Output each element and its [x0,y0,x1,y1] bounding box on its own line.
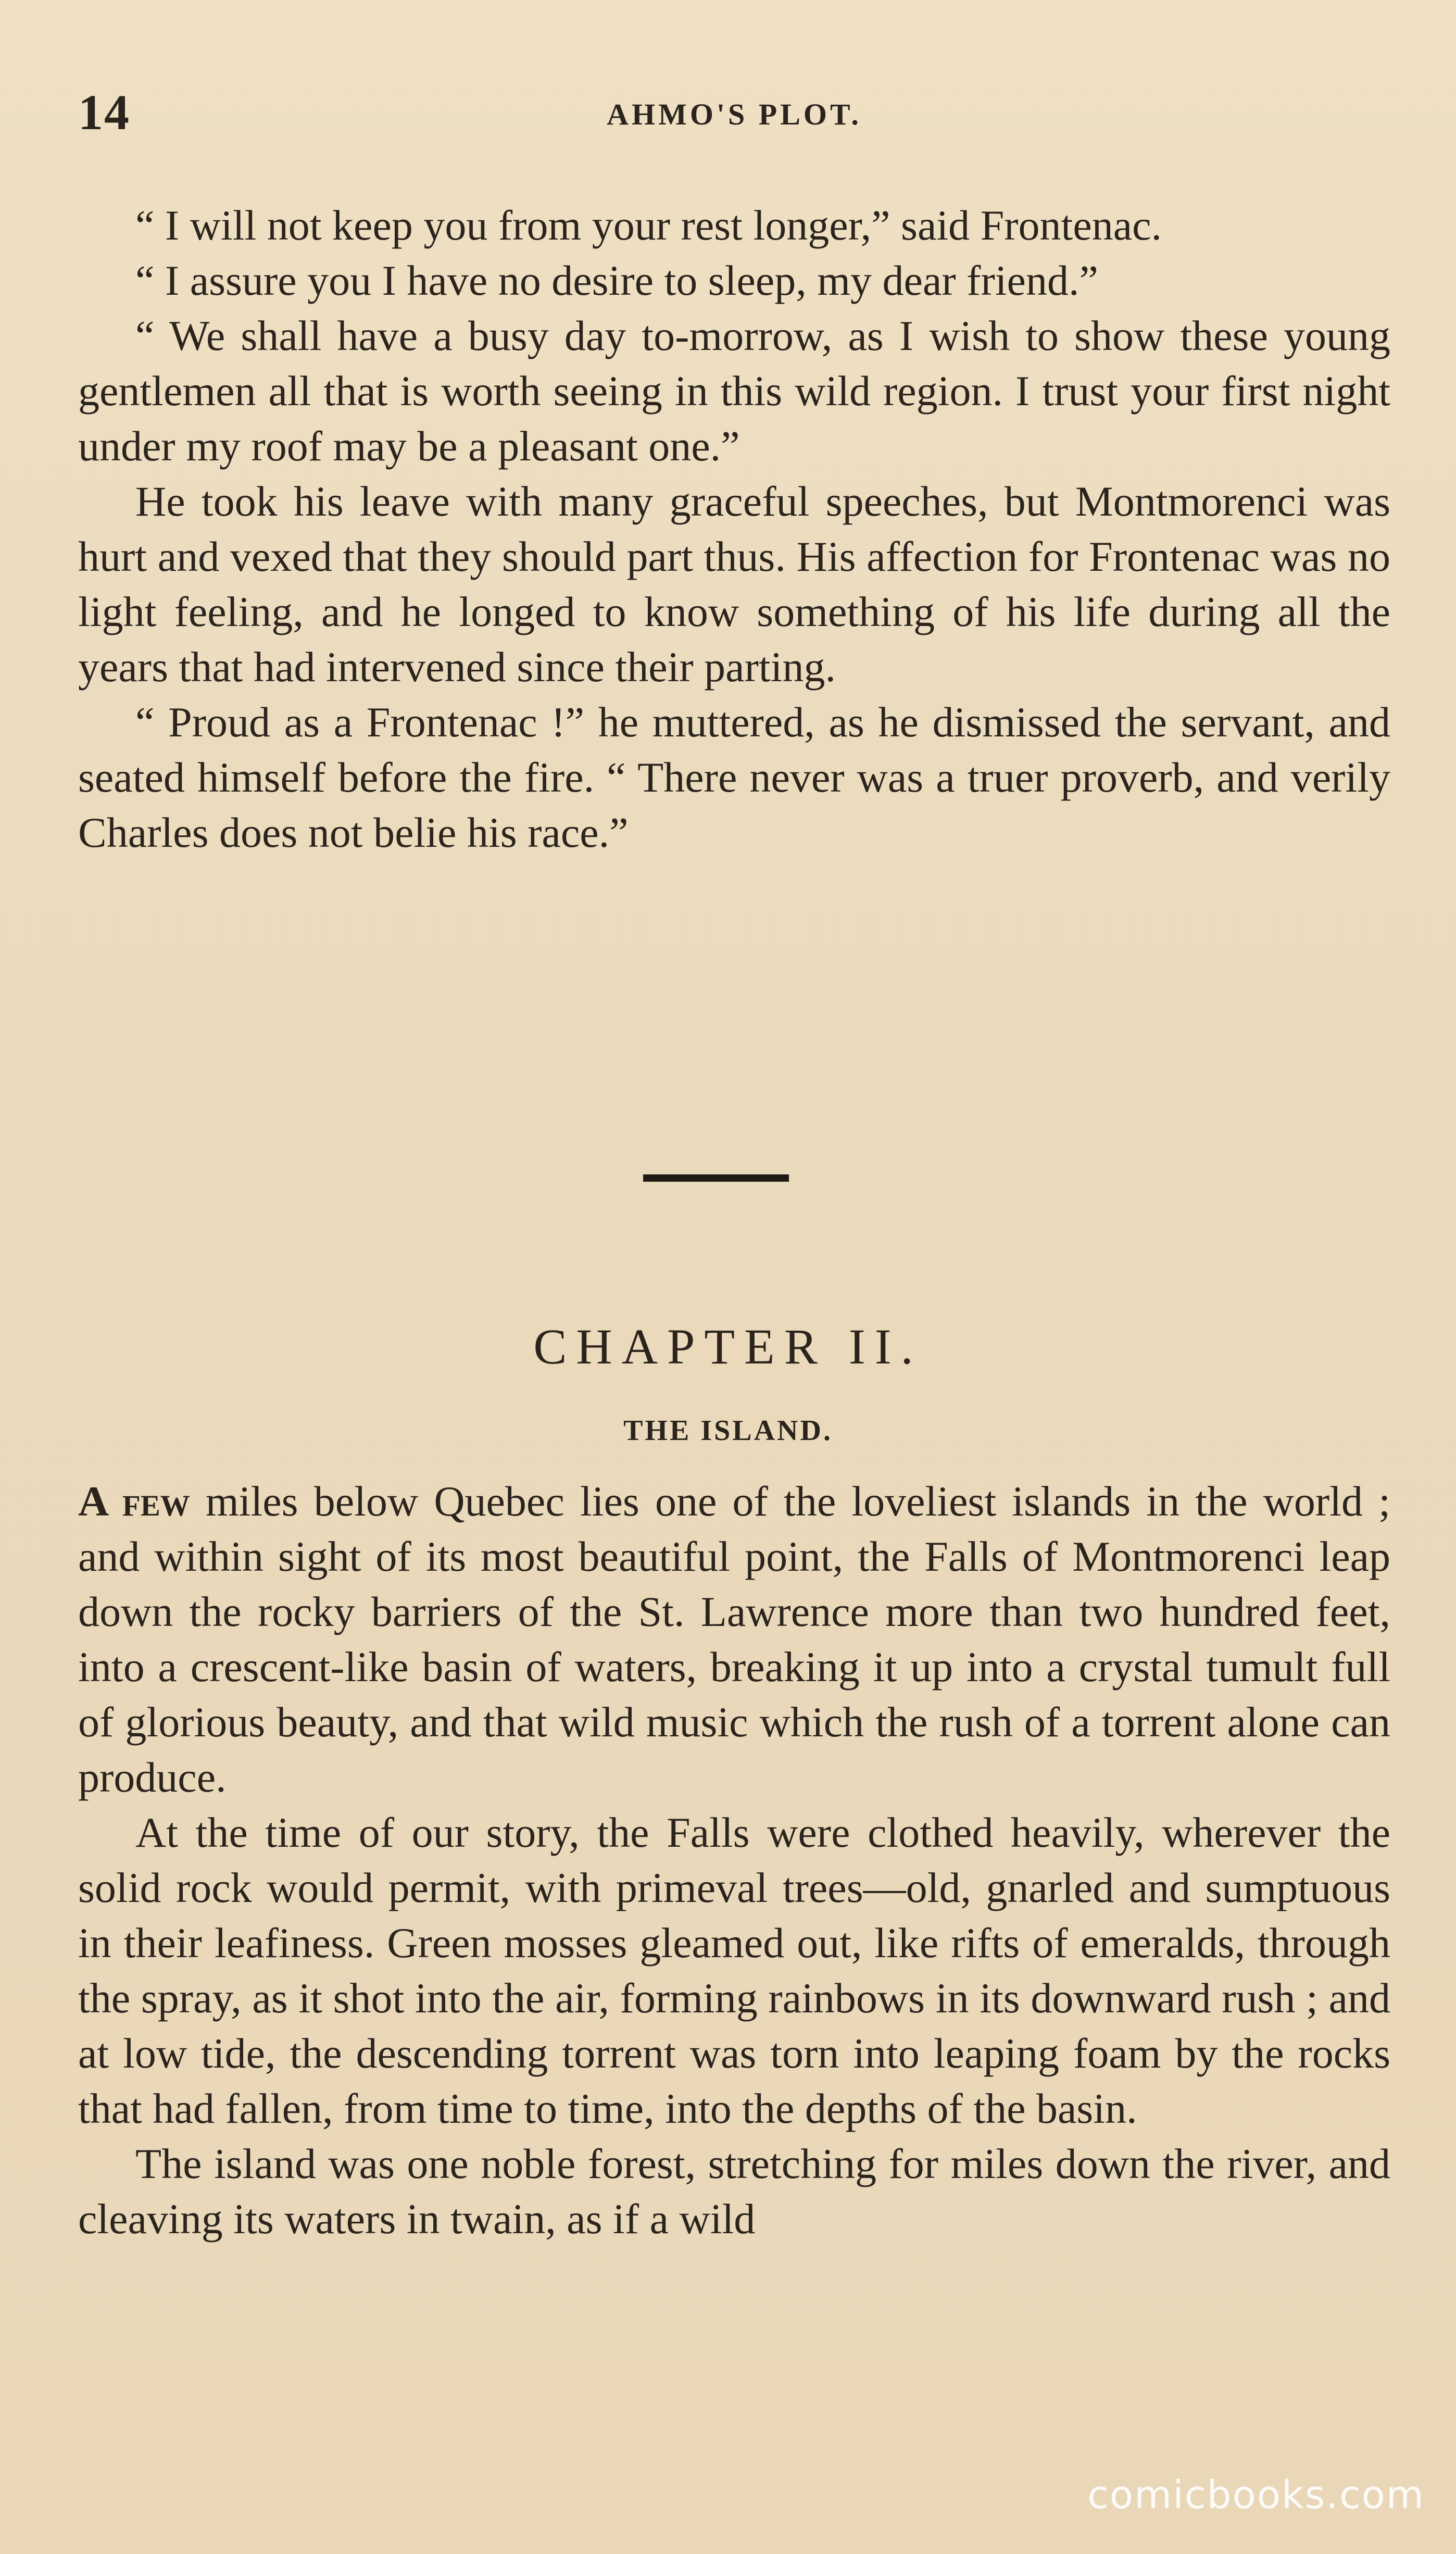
section-divider [643,1174,789,1182]
paragraph: “ We shall have a busy day to-morrow, as I wish to show these young gentlemen all that is worth seeing in this wild region. I trust your first night under my roof may be a pleasant one.” [78,312,1390,470]
page-number: 14 [78,84,130,140]
chapter-title: CHAPTER II. [533,1319,923,1374]
paragraph: “ I will not keep you from your rest longer,” said Frontenac. [135,202,1162,249]
page-header [78,83,1390,146]
paragraph: The island was one noble forest, stretching for miles down the river, and cleaving its waters in twain, as if a wild [78,2140,1390,2243]
paragraph: “ I assure you I have no desire to sleep, my dear friend.” [135,257,1098,304]
chapter-one-ending [78,198,1390,860]
paragraph [78,1474,1390,1805]
opening-words: A few [78,1478,190,1525]
watermark: comicbooks.com [1087,2473,1425,2518]
chapter-subtitle: THE ISLAND. [623,1414,833,1447]
running-title: AHMO'S PLOT. [607,97,862,131]
paragraph-text: miles below Quebec lies one of the loveliest islands in the world ; and within sight of its most beautiful point, the Falls of Montmorenci leap down the rocky barriers of the St. Lawrence more than two hundred feet, into a crescent-like basin of waters, breaking it up into a crystal tumult full of glorious beauty, and that wild music which the rush of a torrent alone can produce. [78,1478,1390,1801]
paragraph: At the time of our story, the Falls were clothed heavily, wherever the solid rock would permit, with primeval trees—old, gnarled and sumptuous in their leafiness. Green mosses gleamed out, like rifts of emeralds, through the spray, as it shot into the air, forming rainbows in its downward rush ; and at low tide, the descending torrent was torn into leaping foam by the rocks that had fallen, from time to time, into the depths of the basin. [78,1809,1390,2132]
chapter-two-body [78,1474,1390,2247]
paragraph: He took his leave with many graceful speeches, but Montmorenci was hurt and vexed that they should part thus. His affection for Frontenac was no light feeling, and he longed to know something of his life during all the years that had intervened since their parting. [78,478,1390,691]
paragraph: “ Proud as a Frontenac !” he muttered, as he dismissed the servant, and seated himself before the fire. “ There never was a truer proverb, and verily Charles does not belie his race.” [78,698,1390,856]
